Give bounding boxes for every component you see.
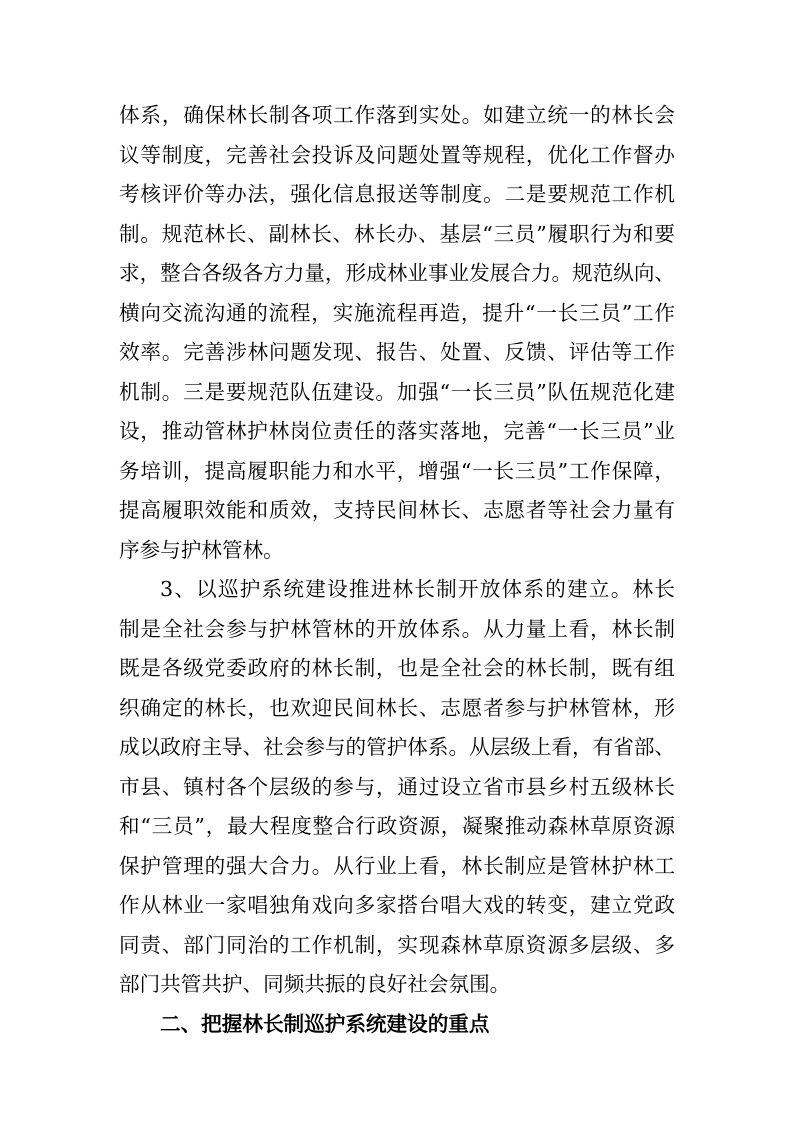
text-line: 提高履职效能和质效，支持民间林长、志愿者等社会力量有: [119, 498, 675, 522]
text-line: 既是各级党委政府的林长制，也是全社会的林长制，既有组: [119, 656, 675, 680]
paragraph-2: [119, 570, 675, 1005]
text-line: 同责、部门同治的工作机制，实现森林草原资源多层级、多: [119, 932, 675, 957]
text-line: 成以政府主导、社会参与的管护体系。从层级上看，有省部、: [119, 735, 676, 759]
section-heading: 二、把握林长制巡护系统建设的重点: [160, 1011, 490, 1036]
text-line: 机制。三是要规范队伍建设。加强“一长三员”队伍规范化建: [119, 379, 675, 404]
text-line: 求，整合各级各方力量，形成林业事业发展合力。规范纵向、: [119, 261, 676, 285]
text-line: 体系，确保林长制各项工作落到实处。如建立统一的林长会: [119, 103, 675, 127]
text-line: 考核评价等办法，强化信息报送等制度。二是要规范工作机: [119, 182, 675, 206]
body-text: [119, 96, 675, 1044]
text-line: 制是全社会参与护林管林的开放体系。从力量上看，林长制: [119, 616, 675, 641]
text-line: 3、以巡护系统建设推进林长制开放体系的建立。林长: [160, 577, 675, 601]
text-line: 设，推动管林护林岗位责任的落实落地，完善“一长三员”业: [119, 419, 675, 443]
text-line: 保护管理的强大合力。从行业上看，林长制应是管林护林工: [119, 853, 675, 878]
text-line: 效率。完善涉林问题发现、报告、处置、反馈、评估等工作: [119, 340, 675, 364]
text-line: 制。规范林长、副林长、林长办、基层“三员”履职行为和要: [119, 221, 675, 246]
paragraph-1: [119, 96, 675, 570]
text-line: 序参与护林管林。: [119, 537, 284, 562]
text-line: 部门共管共护、同频共振的良好社会氛围。: [119, 972, 511, 996]
text-line: 议等制度，完善社会投诉及问题处置等规程，优化工作督办: [119, 142, 675, 167]
text-line: 横向交流沟通的流程，实施流程再造，提升“一长三员”工作: [119, 300, 675, 325]
text-line: 市县、镇村各个层级的参与，通过设立省市县乡村五级林长: [119, 774, 675, 799]
text-line: 务培训，提高履职能力和水平，增强“一长三员”工作保障，: [119, 458, 675, 483]
text-line: 和“三员”，最大程度整合行政资源，凝聚推动森林草原资源: [119, 814, 675, 838]
text-line: 作从林业一家唱独角戏向多家搭台唱大戏的转变，建立党政: [119, 893, 675, 917]
text-line: 织确定的林长，也欢迎民间林长、志愿者参与护林管林，形: [119, 695, 675, 720]
